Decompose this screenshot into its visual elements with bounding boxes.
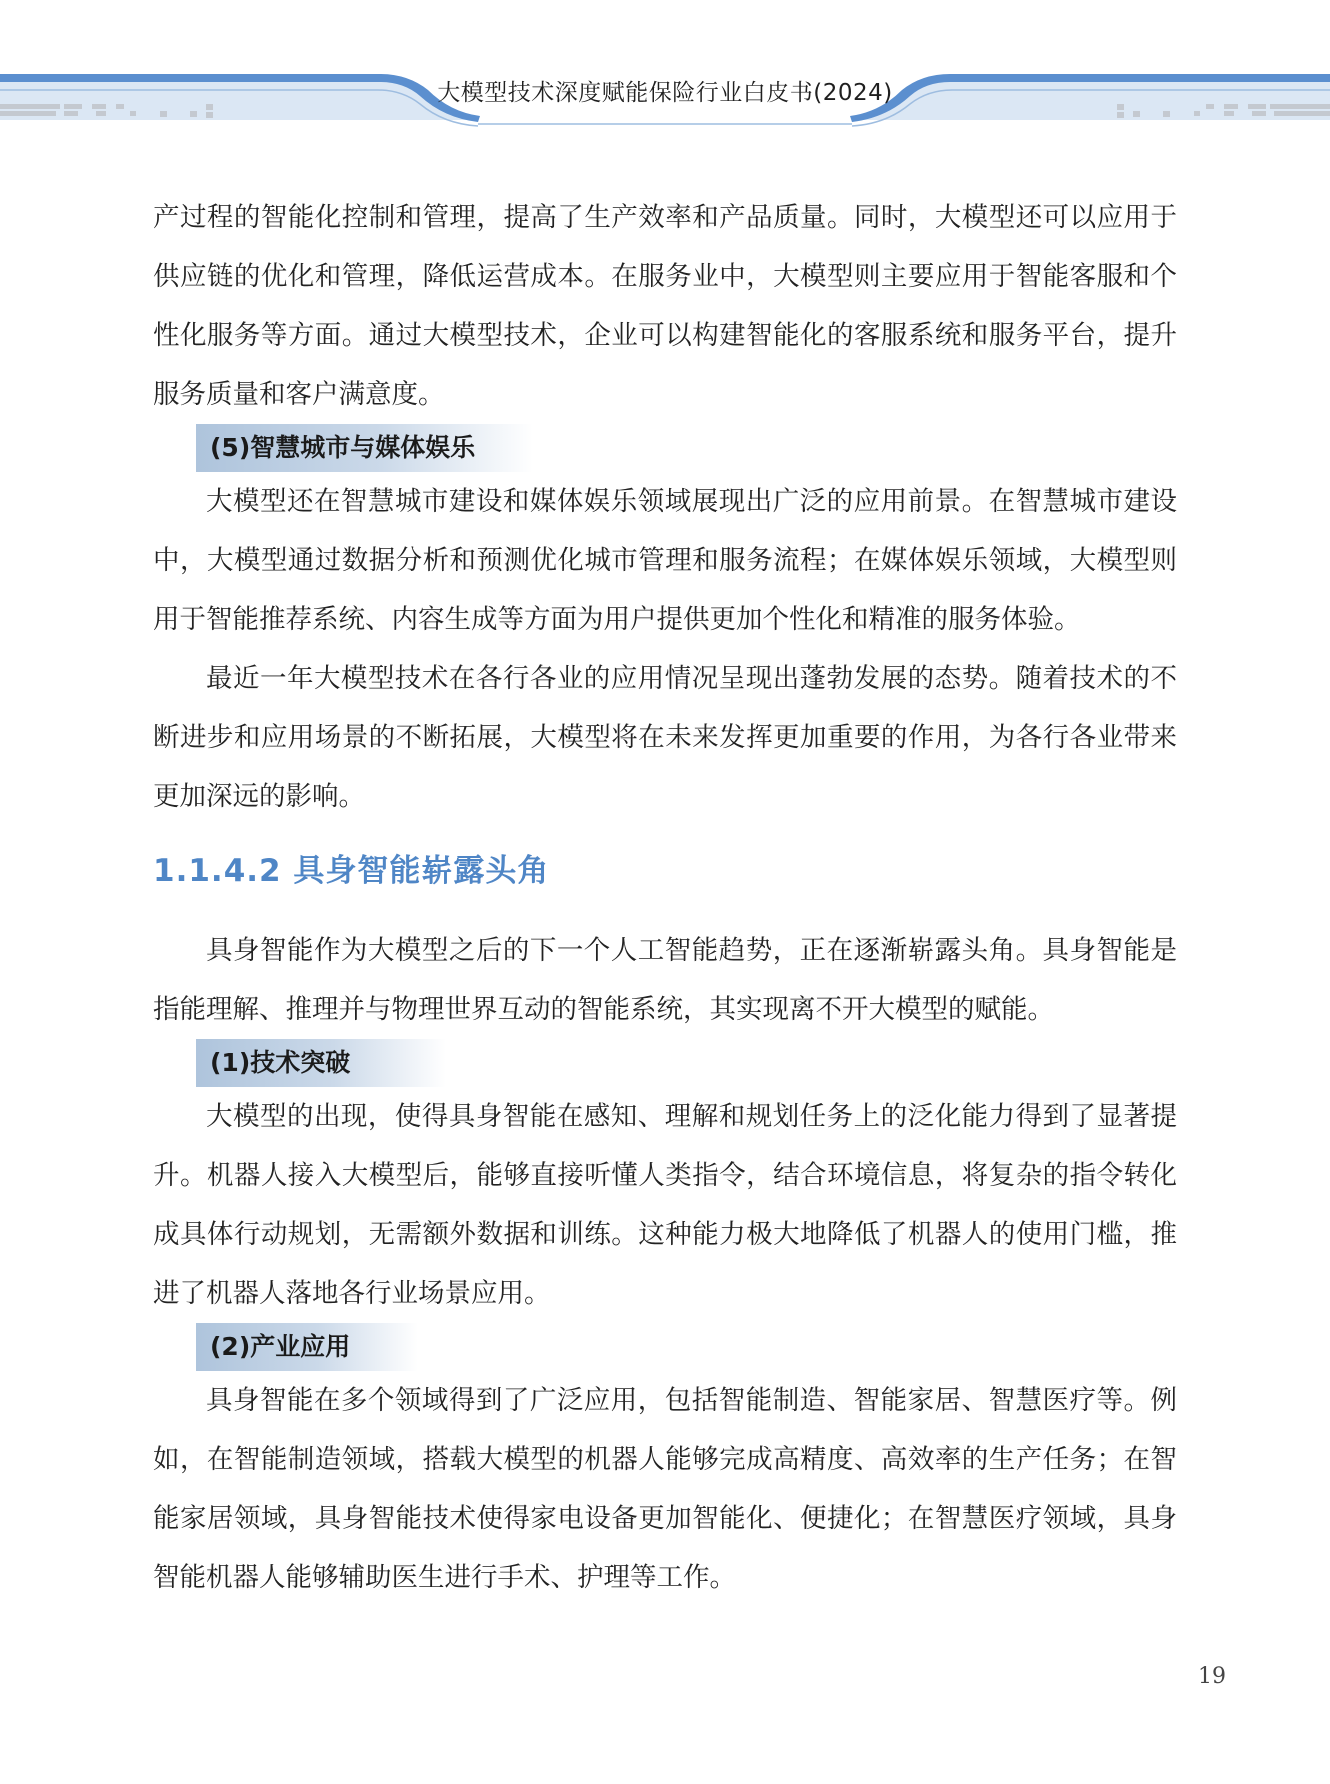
subheading-tech-breakthrough: (1)技术突破 — [196, 1039, 446, 1087]
header-banner — [0, 0, 1330, 140]
subheading-industry-application: (2)产业应用 — [196, 1323, 418, 1371]
header-title: 大模型技术深度赋能保险行业白皮书(2024) — [437, 80, 893, 106]
page-number: 19 — [1198, 1664, 1226, 1689]
page-content — [153, 188, 1177, 1607]
paragraph-tech-breakthrough: 大模型的出现，使得具身智能在感知、理解和规划任务上的泛化能力得到了显著提升。机器人接入大模型后，能够直接听懂人类指令，结合环境信息，将复杂的指令转化成具体行动规划，无需额外数据和训练。这种能力极大地降低了机器人的使用门槛，推进了机器人落地各行业场景应用。 — [153, 1101, 1177, 1309]
paragraph-smart-city: 大模型还在智慧城市建设和媒体娱乐领域展现出广泛的应用前景。在智慧城市建设中，大模型通过数据分析和预测优化城市管理和服务流程；在媒体娱乐领域，大模型则用于智能推荐系统、内容生成等方面为用户提供更加个性化和精准的服务体验。 — [153, 486, 1177, 635]
paragraph-continuation: 产过程的智能化控制和管理，提高了生产效率和产品质量。同时，大模型还可以应用于供应链的优化和管理，降低运营成本。在服务业中，大模型则主要应用于智能客服和个性化服务等方面。通过大模型技术，企业可以构建智能化的客服系统和服务平台，提升服务质量和客户满意度。 — [153, 202, 1177, 410]
subheading-smart-city: (5)智慧城市与媒体娱乐 — [196, 424, 533, 472]
paragraph-summary: 最近一年大模型技术在各行各业的应用情况呈现出蓬勃发展的态势。随着技术的不断进步和应用场景的不断拓展，大模型将在未来发挥更加重要的作用，为各行各业带来更加深远的影响。 — [153, 663, 1177, 812]
paragraph-industry-application: 具身智能在多个领域得到了广泛应用，包括智能制造、智能家居、智慧医疗等。例如，在智能制造领域，搭载大模型的机器人能够完成高精度、高效率的生产任务；在智能家居领域，具身智能技术使得家电设备更加智能化、便捷化；在智慧医疗领域，具身智能机器人能够辅助医生进行手术、护理等工作。 — [153, 1385, 1177, 1593]
paragraph-embodied-intro: 具身智能作为大模型之后的下一个人工智能趋势，正在逐渐崭露头角。具身智能是指能理解、推理并与物理世界互动的智能系统，其实现离不开大模型的赋能。 — [153, 935, 1177, 1025]
section-heading: 1.1.4.2 具身智能崭露头角 — [153, 853, 550, 889]
